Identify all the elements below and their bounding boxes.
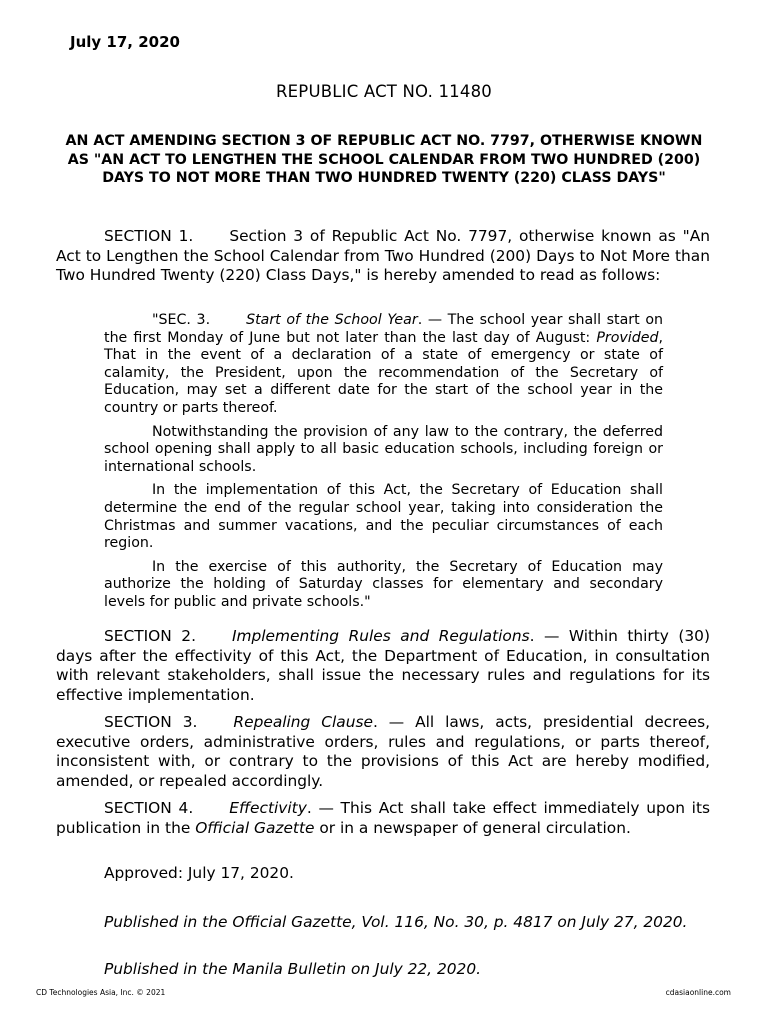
- publication-note-gazette: Published in the Official Gazette, Vol. 116, No. 30, p. 4817 on July 27, 2020.: [104, 913, 688, 931]
- footer-copyright: CD Technologies Asia, Inc. © 2021: [36, 988, 166, 997]
- section-1: [56, 227, 710, 286]
- quote-heading: Start of the School Year: [246, 312, 418, 328]
- act-title: AN ACT AMENDING SECTION 3 OF REPUBLIC ACT NO. 7797, OTHERWISE KNOWN AS "AN ACT TO LENGTHEN THE SCHOOL CALENDAR FROM TWO HUNDRED (200) DAYS TO NOT MORE THAN TWO HUNDRED TWENTY (220) CLASS DAYS": [65, 133, 703, 186]
- section-3-text: . — All laws, acts, presidential decrees, executive orders, administrative orders, rules and regulations, or parts thereof, inconsistent with, or contrary to the provisions of this Act are hereby modified, amended, or repealed accordingly.: [56, 713, 710, 790]
- section-4: [56, 799, 710, 838]
- section-1-text: Section 3 of Republic Act No. 7797, otherwise known as "An Act to Lengthen the School Calendar from Two Hundred (200) Days to Not More than Two Hundred Twenty (220) Class Days," is hereby amended to read as follows:: [56, 227, 710, 284]
- quote-paragraph-3: In the implementation of this Act, the Secretary of Education shall determine the end of the regular school year, taking into consideration the Christmas and summer vacations, and the peculiar circumstances of each region.: [104, 482, 663, 552]
- approval-date: Approved: July 17, 2020.: [104, 864, 294, 882]
- section-1-label: SECTION 1.: [104, 227, 194, 245]
- section-2: [56, 627, 710, 705]
- publication-note-bulletin: Published in the Manila Bulletin on July 22, 2020.: [104, 960, 482, 978]
- official-gazette-term: Official Gazette: [195, 818, 315, 837]
- section-3-heading: Repealing Clause: [233, 713, 373, 731]
- quote-paragraph-2: Notwithstanding the provision of any law to the contrary, the deferred school opening shall apply to all basic education schools, including foreign or international schools.: [104, 423, 663, 475]
- quote-paragraph-4: In the exercise of this authority, the Secretary of Education may authorize the holding of Saturday classes for elementary and secondary levels for public and private schools.": [104, 558, 663, 610]
- section-4-heading: Effectivity: [229, 799, 307, 817]
- footer-website: cdasiaonline.com: [665, 988, 731, 997]
- section-3-label: SECTION 3.: [104, 713, 198, 731]
- section-2-label: SECTION 2.: [104, 627, 196, 645]
- provided-term: Provided: [596, 329, 659, 346]
- quote-label: "SEC. 3.: [152, 312, 211, 328]
- quote-p1-text-b: , That in the event of a declaration of a state of emergency or state of calamity, the President, upon the recommendation of the Secretary of Education, may set a different date for the start of the school year in the country or parts thereof.: [104, 329, 663, 416]
- section-2-text: . — Within thirty (30) days after the effectivity of this Act, the Department of Education, in consultation with relevant stakeholders, shall issue the necessary rules and regulations for its effective implementation.: [56, 627, 710, 704]
- act-number: REPUBLIC ACT NO. 11480: [276, 82, 492, 101]
- section-2-heading: Implementing Rules and Regulations: [231, 627, 530, 645]
- quoted-section-3: [104, 312, 663, 618]
- section-4-text-b: or in a newspaper of general circulation.: [314, 818, 631, 837]
- remaining-sections: [56, 627, 710, 846]
- section-4-text-a: . — This Act shall take effect immediately upon its publication in the: [56, 799, 710, 837]
- quote-p1-text-a: . — The school year shall start on the first Monday of June but not later than the last day of August:: [104, 312, 663, 346]
- section-3: [56, 713, 710, 791]
- section-4-label: SECTION 4.: [104, 799, 194, 817]
- document-date: July 17, 2020: [70, 33, 180, 51]
- quote-paragraph-1: [104, 312, 663, 418]
